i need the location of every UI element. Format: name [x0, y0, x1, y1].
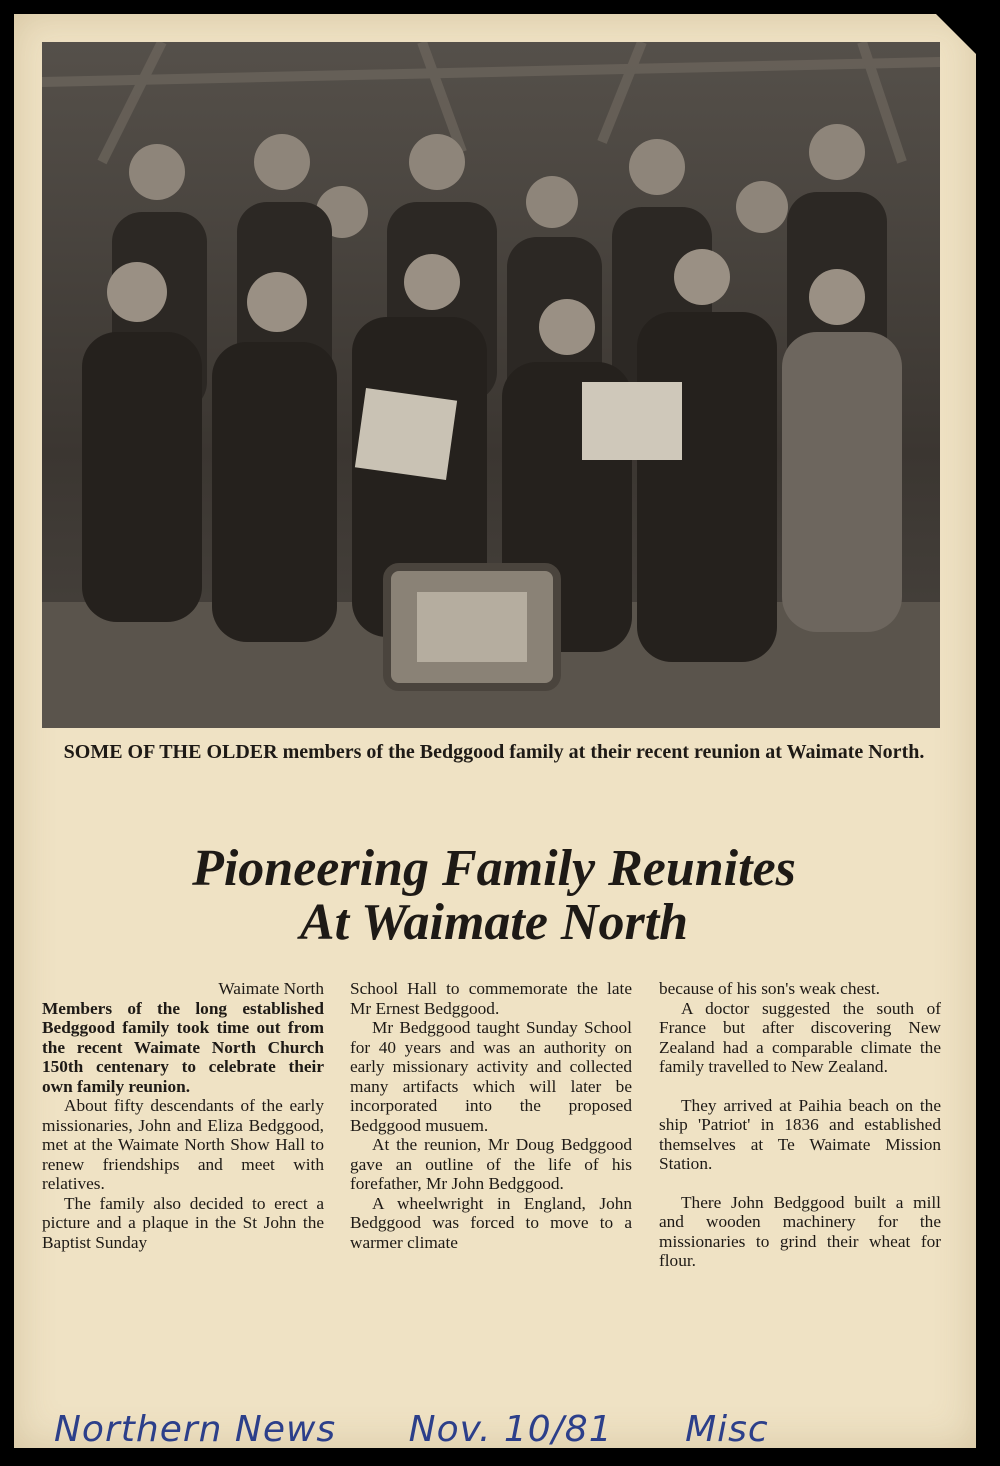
headline-line-2: At Waimate North	[299, 894, 689, 951]
caption-text: members of the Bedggood family at their recent reunion at Waimate North.	[277, 741, 925, 763]
article-column-2	[350, 979, 632, 1252]
paragraph: Members of the long established Bedggood family took time out from the recent Waimate North Church 150th centenary to celebrate their own family reunion.	[42, 998, 324, 1096]
family-photo	[42, 42, 940, 728]
headline	[54, 842, 934, 950]
paragraph: There John Bedggood built a mill and wooden machinery for the missionaries to grind their wheat for flour.	[659, 1192, 941, 1270]
paragraph: School Hall to commemorate the late Mr Ernest Bedggood.	[350, 979, 632, 1018]
newspaper-clipping	[14, 14, 976, 1448]
paragraph: At the reunion, Mr Doug Bedggood gave an outline of the life of his forefather, Mr John Bedggood.	[350, 1135, 632, 1193]
article-column-1	[42, 979, 324, 1252]
paragraph: They arrived at Paihia beach on the ship 'Patriot' in 1836 and established themselves at Te Waimate Mission Station.	[659, 1095, 941, 1173]
folded-corner	[936, 14, 976, 54]
paragraph: because of his son's weak chest.	[659, 979, 880, 998]
handwritten-annotation	[54, 1409, 829, 1450]
family-photo-illustration	[42, 42, 940, 728]
headline-line-1: Pioneering Family Reunites	[192, 840, 796, 897]
photo-caption	[54, 740, 934, 764]
caption-lead: SOME OF THE OLDER	[63, 741, 278, 763]
paragraph: A wheelwright in England, John Bedggood was forced to move to a warmer climate	[350, 1193, 632, 1252]
handwritten-date: Nov. 10/81	[408, 1409, 613, 1450]
dateline: Waimate North	[218, 979, 324, 998]
paragraph: The family also decided to erect a picture and a plaque in the St John the Baptist Sunday	[42, 1193, 324, 1252]
handwritten-source: Northern News	[54, 1409, 337, 1450]
paragraph: About fifty descendants of the early missionaries, John and Eliza Bedggood, met at the Waimate North Show Hall to renew friendships and meet with relatives.	[42, 1096, 324, 1193]
article-column-3	[659, 979, 941, 1271]
handwritten-note: Misc	[685, 1409, 769, 1450]
paragraph: Mr Bedggood taught Sunday School for 40 years and was an authority on early missionary activity and collected many artifacts which will later be incorporated into the proposed Bedggood musuem.	[350, 1018, 632, 1135]
paragraph: A doctor suggested the south of France but after discovering New Zealand had a comparable climate the family travelled to New Zealand.	[659, 998, 941, 1076]
